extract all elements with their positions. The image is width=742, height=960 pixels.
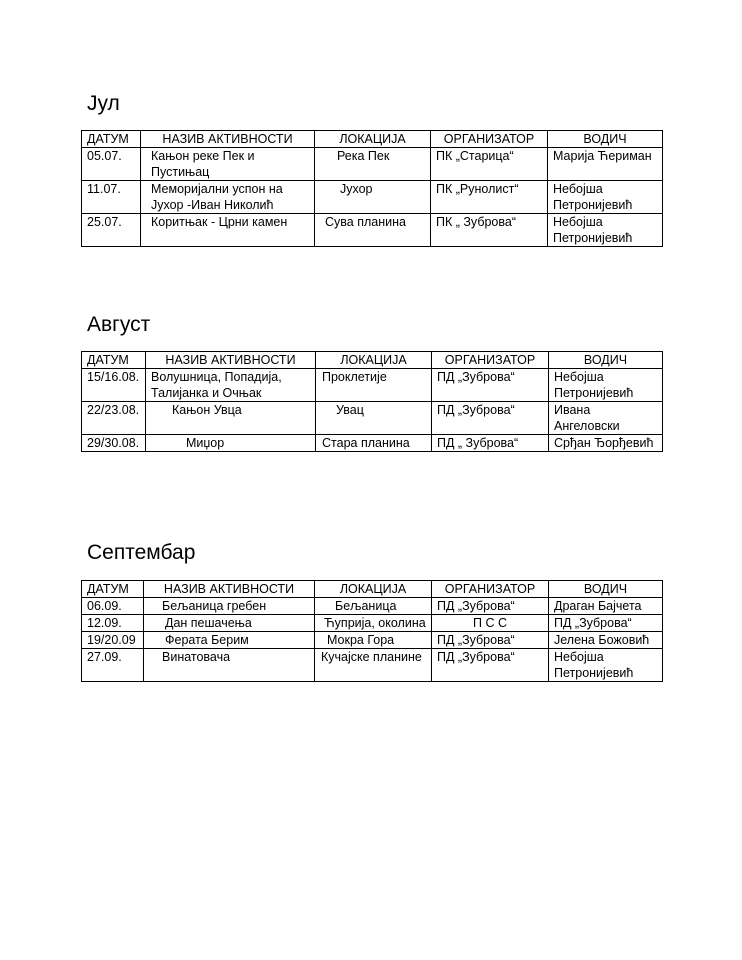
location-cell: Река Пек	[315, 148, 431, 181]
table-row	[82, 369, 663, 402]
header-organizer: ОРГАНИЗАТОР	[431, 131, 548, 148]
guide-cell	[549, 402, 663, 435]
activity-cell	[144, 615, 315, 632]
activity-line: Кањон Увца	[172, 403, 242, 417]
table-row	[82, 181, 663, 214]
date-cell: 25.07.	[82, 214, 141, 247]
activity-line: Винатовача	[162, 650, 231, 664]
header-guide: ВОДИЧ	[549, 352, 663, 369]
guide-line: ПД „Зуброва“	[554, 616, 632, 630]
header-date: ДАТУМ	[82, 131, 141, 148]
header-activity: НАЗИВ АКТИВНОСТИ	[141, 131, 315, 148]
table-header-row	[82, 131, 663, 148]
table-row	[82, 632, 663, 649]
location-cell: Јухор	[315, 181, 431, 214]
header-location: ЛОКАЦИЈА	[316, 352, 432, 369]
guide-line: Петронијевић	[554, 386, 634, 400]
activity-line: Меморијални успон на	[151, 182, 283, 196]
activity-line: Миџор	[186, 436, 225, 450]
activity-line: Коритњак - Црни камен	[151, 215, 288, 229]
header-activity: НАЗИВ АКТИВНОСТИ	[144, 581, 315, 598]
table-header-row	[82, 581, 663, 598]
schedule-table-jul	[81, 130, 663, 247]
guide-cell	[549, 369, 663, 402]
guide-line: Небојша	[554, 650, 604, 664]
location-cell: Увац	[316, 402, 432, 435]
guide-line: Ангеловски	[554, 419, 620, 433]
activity-line: Кањон реке Пек и	[151, 149, 255, 163]
organizer-cell: ПД „Зуброва“	[432, 402, 549, 435]
header-date: ДАТУМ	[82, 352, 146, 369]
date-cell: 27.09.	[82, 649, 144, 682]
activity-line: Бељаница гребен	[162, 599, 267, 613]
activity-cell	[144, 649, 315, 682]
organizer-cell: ПК „Рунолист“	[431, 181, 548, 214]
header-location: ЛОКАЦИЈА	[315, 131, 431, 148]
organizer-cell: ПД „Зуброва“	[432, 649, 549, 682]
location-cell: Мокра Гора	[315, 632, 432, 649]
header-guide: ВОДИЧ	[549, 581, 663, 598]
location-cell: Сува планина	[315, 214, 431, 247]
activity-line: Пустињац	[151, 165, 210, 179]
activity-line: Ферата Берим	[165, 633, 249, 647]
location-cell: Проклетије	[316, 369, 432, 402]
guide-cell	[548, 214, 663, 247]
date-cell: 05.07.	[82, 148, 141, 181]
guide-line: Срђан Ђорђевић	[554, 436, 654, 450]
organizer-cell: ПК „Старица“	[431, 148, 548, 181]
guide-line: Петронијевић	[553, 231, 633, 245]
organizer-cell: ПД „ Зуброва“	[432, 435, 549, 452]
date-cell: 06.09.	[82, 598, 144, 615]
date-cell: 22/23.08.	[82, 402, 146, 435]
table-row	[82, 402, 663, 435]
location-cell: Бељаница	[315, 598, 432, 615]
guide-cell	[549, 632, 663, 649]
activity-line: Талијанка и Очњак	[151, 386, 262, 400]
organizer-cell: ПК „ Зуброва“	[431, 214, 548, 247]
activity-cell	[144, 598, 315, 615]
header-organizer: ОРГАНИЗАТОР	[432, 581, 549, 598]
date-cell: 11.07.	[82, 181, 141, 214]
month-title-jul: Јул	[87, 92, 120, 115]
guide-line: Марија Ћериман	[553, 149, 652, 163]
date-cell: 12.09.	[82, 615, 144, 632]
table-row	[82, 598, 663, 615]
month-title-septembar: Септембар	[87, 541, 196, 564]
organizer-cell: П С С	[432, 615, 549, 632]
header-activity: НАЗИВ АКТИВНОСТИ	[146, 352, 316, 369]
location-cell: Кучајске планине	[315, 649, 432, 682]
guide-cell	[549, 649, 663, 682]
guide-cell	[548, 181, 663, 214]
organizer-cell: ПД „Зуброва“	[432, 598, 549, 615]
guide-cell	[549, 435, 663, 452]
table-row	[82, 214, 663, 247]
schedule-table-avgust	[81, 351, 663, 452]
month-title-avgust: Август	[87, 313, 151, 336]
guide-line: Ивана	[554, 403, 591, 417]
header-organizer: ОРГАНИЗАТОР	[432, 352, 549, 369]
header-date: ДАТУМ	[82, 581, 144, 598]
guide-line: Драган Бајчета	[554, 599, 642, 613]
activity-cell	[146, 435, 316, 452]
activity-cell	[141, 148, 315, 181]
guide-cell	[549, 598, 663, 615]
guide-line: Петронијевић	[553, 198, 633, 212]
table-row	[82, 649, 663, 682]
activity-line: Дан пешачења	[165, 616, 252, 630]
header-guide: ВОДИЧ	[548, 131, 663, 148]
activity-cell	[141, 181, 315, 214]
guide-line: Небојша	[553, 215, 603, 229]
guide-line: Јелена Божовић	[554, 633, 650, 647]
table-row	[82, 148, 663, 181]
guide-cell	[548, 148, 663, 181]
schedule-table-septembar	[81, 580, 663, 682]
location-cell: Стара планина	[316, 435, 432, 452]
activity-line: Јухор -Иван Николић	[151, 198, 274, 212]
activity-cell	[141, 214, 315, 247]
activity-cell	[146, 402, 316, 435]
table-header-row	[82, 352, 663, 369]
guide-cell	[549, 615, 663, 632]
date-cell: 19/20.09	[82, 632, 144, 649]
date-cell: 15/16.08.	[82, 369, 146, 402]
location-cell: Ћуприја, околина	[315, 615, 432, 632]
activity-line: Волушница, Попадија,	[151, 370, 282, 384]
table-row	[82, 615, 663, 632]
header-location: ЛОКАЦИЈА	[315, 581, 432, 598]
activity-cell	[144, 632, 315, 649]
guide-line: Петронијевић	[554, 666, 634, 680]
organizer-cell: ПД „Зуброва“	[432, 632, 549, 649]
date-cell: 29/30.08.	[82, 435, 146, 452]
guide-line: Небојша	[553, 182, 603, 196]
activity-cell	[146, 369, 316, 402]
table-row	[82, 435, 663, 452]
guide-line: Небојша	[554, 370, 604, 384]
organizer-cell: ПД „Зуброва“	[432, 369, 549, 402]
